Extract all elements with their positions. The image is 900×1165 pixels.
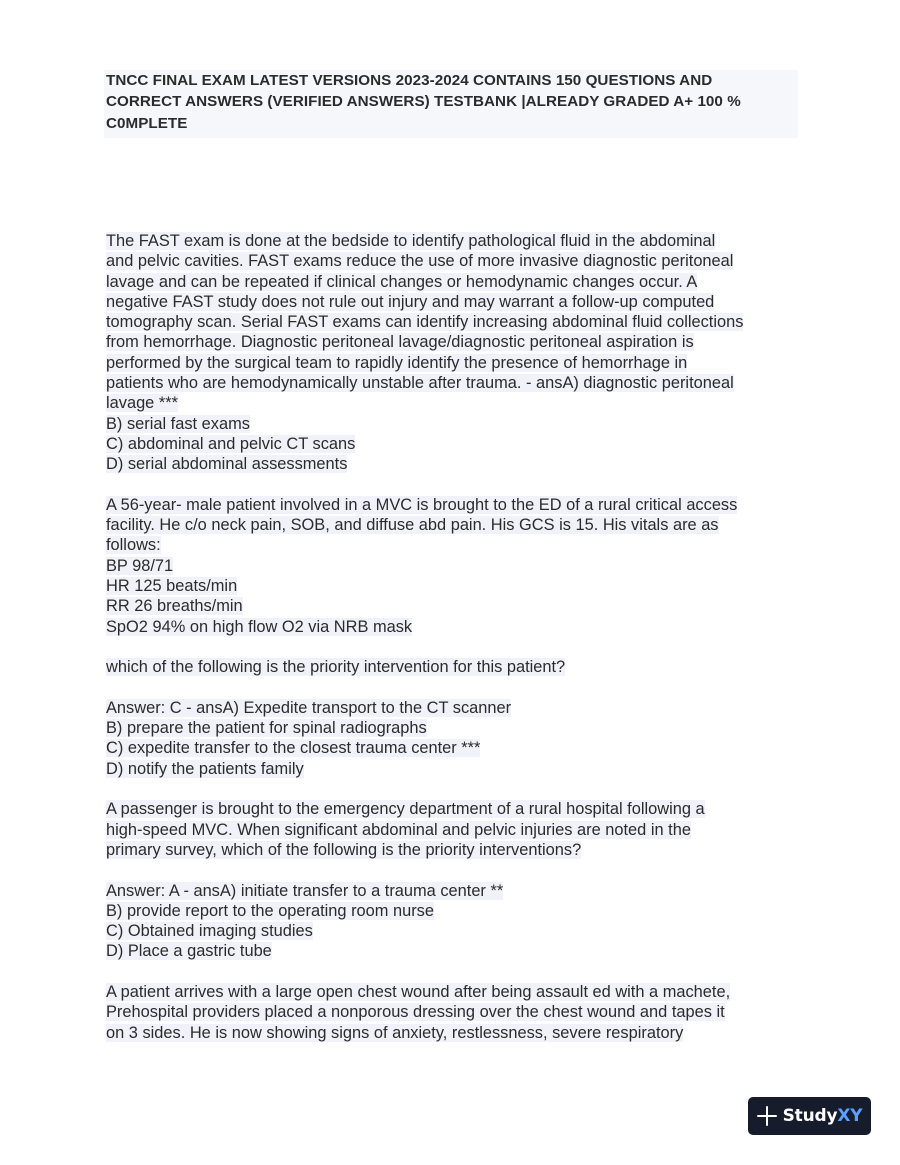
text-line [106, 231, 806, 251]
text-line [106, 556, 806, 576]
question-paragraph [106, 231, 806, 475]
text-line-content: primary survey, which of the following is the priority interventions? [106, 840, 582, 859]
text-line-content: lavage and can be repeated if clinical changes or hemodynamic changes occur. A [106, 272, 698, 291]
text-line [106, 617, 806, 637]
document-body [106, 231, 806, 1043]
text-line-content: C) expedite transfer to the closest trauma center *** [106, 739, 481, 758]
text-line [106, 434, 806, 454]
text-line [106, 921, 806, 941]
text-line [106, 759, 806, 779]
brand-name-accent: XY [837, 1106, 863, 1126]
text-line-content: C) abdominal and pelvic CT scans [106, 434, 356, 453]
text-line [106, 353, 806, 373]
text-line [106, 312, 806, 332]
text-line [106, 657, 806, 677]
text-line [106, 596, 806, 616]
text-line-content: Answer: A - ansA) initiate transfer to a trauma center ** [106, 881, 504, 900]
text-line-content: HR 125 beats/min [106, 577, 238, 596]
text-line [106, 393, 806, 413]
text-line-content: B) provide report to the operating room nurse [106, 901, 434, 920]
text-line [106, 414, 806, 434]
text-line-content: which of the following is the priority intervention for this patient? [106, 658, 566, 677]
text-line [106, 982, 806, 1002]
title-line: CORRECT ANSWERS (VERIFIED ANSWERS) TESTBANK |ALREADY GRADED A+ 100 % [106, 93, 741, 111]
text-line-content: tomography scan. Serial FAST exams can identify increasing abdominal fluid collections [106, 313, 744, 332]
text-line [106, 901, 806, 921]
text-line [106, 698, 806, 718]
text-line [106, 373, 806, 393]
text-line [106, 515, 806, 535]
text-line-content: D) Place a gastric tube [106, 942, 272, 961]
text-line-content: Answer: C - ansA) Expedite transport to the CT scanner [106, 698, 512, 717]
text-line [106, 799, 806, 819]
text-line-content: Prehospital providers placed a nonporous dressing over the chest wound and tapes it [106, 1003, 725, 1022]
text-line [106, 576, 806, 596]
text-line-content: B) serial fast exams [106, 414, 250, 433]
text-line-content: on 3 sides. He is now showing signs of anxiety, restlessness, severe respiratory [106, 1023, 684, 1042]
text-line-content: performed by the surgical team to rapidly identify the presence of hemorrhage in [106, 353, 688, 372]
text-line [106, 1023, 806, 1043]
text-line-content: lavage *** [106, 394, 178, 413]
document-header [104, 70, 798, 138]
brand-name-main: Study [782, 1106, 838, 1126]
brand-name [783, 1106, 863, 1126]
text-line [106, 454, 806, 474]
question-paragraph [106, 657, 806, 677]
text-line [106, 535, 806, 555]
text-line-content: D) serial abdominal assessments [106, 455, 348, 474]
question-paragraph [106, 495, 806, 637]
text-line-content: high-speed MVC. When significant abdominal and pelvic injuries are noted in the [106, 820, 691, 839]
text-line-content: from hemorrhage. Diagnostic peritoneal lavage/diagnostic peritoneal aspiration is [106, 333, 694, 352]
text-line-content: A patient arrives with a large open chest wound after being assault ed with a machete, [106, 982, 731, 1001]
question-paragraph [106, 881, 806, 962]
title-line: TNCC FINAL EXAM LATEST VERSIONS 2023-2024 CONTAINS 150 QUESTIONS AND [106, 72, 713, 89]
plus-icon [757, 1106, 777, 1126]
text-line-content: BP 98/71 [106, 556, 174, 575]
question-paragraph [106, 698, 806, 779]
text-line-content: A 56-year- male patient involved in a MVC is brought to the ED of a rural critical access [106, 495, 738, 514]
text-line [106, 1002, 806, 1022]
text-line [106, 881, 806, 901]
question-paragraph [106, 799, 806, 860]
text-line [106, 820, 806, 840]
text-line [106, 840, 806, 860]
studyxy-badge[interactable] [748, 1097, 871, 1135]
text-line-content: facility. He c/o neck pain, SOB, and diffuse abd pain. His GCS is 15. His vitals are as [106, 516, 719, 535]
text-line [106, 718, 806, 738]
text-line [106, 941, 806, 961]
text-line [106, 332, 806, 352]
text-line-content: patients who are hemodynamically unstable after trauma. - ansA) diagnostic peritoneal [106, 374, 734, 393]
text-line-content: RR 26 breaths/min [106, 597, 243, 616]
text-line-content: SpO2 94% on high flow O2 via NRB mask [106, 617, 413, 636]
text-line-content: D) notify the patients family [106, 759, 304, 778]
text-line [106, 272, 806, 292]
text-line-content: follows: [106, 536, 161, 555]
text-line-content: B) prepare the patient for spinal radiographs [106, 719, 427, 738]
text-line [106, 251, 806, 271]
text-line [106, 495, 806, 515]
text-line-content: negative FAST study does not rule out injury and may warrant a follow-up computed [106, 292, 715, 311]
text-line-content: C) Obtained imaging studies [106, 922, 313, 941]
document-title [106, 70, 798, 134]
text-line-content: and pelvic cavities. FAST exams reduce the use of more invasive diagnostic peritoneal [106, 252, 734, 271]
text-line [106, 738, 806, 758]
question-paragraph [106, 982, 806, 1043]
title-line: C0MPLETE [106, 114, 188, 132]
text-line-content: A passenger is brought to the emergency department of a rural hospital following a [106, 800, 705, 819]
text-line [106, 292, 806, 312]
text-line-content: The FAST exam is done at the bedside to identify pathological fluid in the abdominal [106, 232, 716, 250]
